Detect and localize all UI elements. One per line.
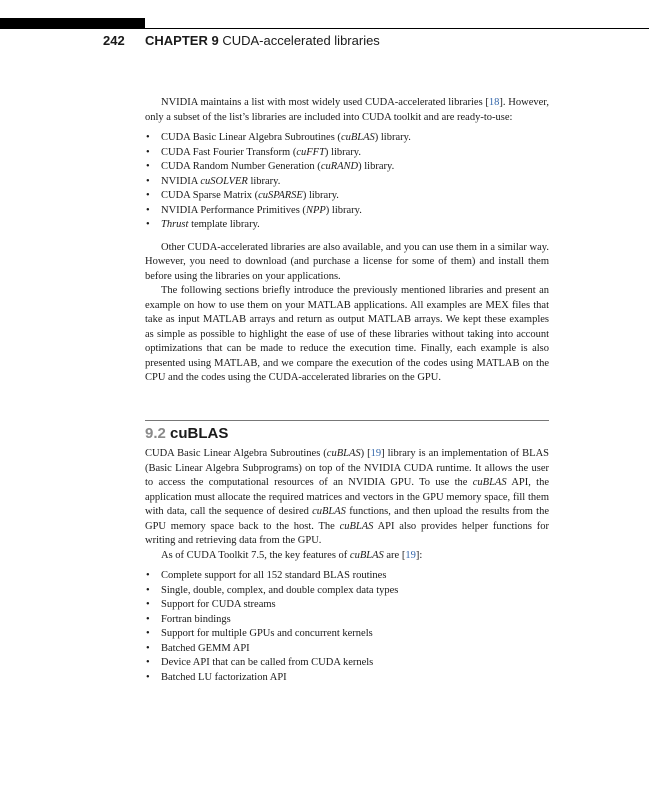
bullet-icon: • — [146, 175, 150, 187]
bullet-icon: • — [146, 219, 150, 230]
text-run: CUDA Basic Linear Algebra Subroutines ( — [161, 132, 341, 143]
page-body — [145, 96, 549, 693]
italic-term: cuRAND — [320, 161, 359, 172]
library-item — [145, 131, 549, 146]
page-number: 242 — [103, 33, 125, 48]
text-run: NVIDIA Performance Primitives ( — [161, 204, 306, 216]
text-run: ]. However, only a subset of the list’s libraries are included into CUDA toolkit and are ready-to-use: — [145, 97, 549, 123]
chapter-label: CHAPTER 9 — [145, 33, 219, 48]
feature-item — [145, 569, 549, 584]
text-run: API also provides helper functions for writing and retrieving data from the GPU. — [145, 520, 549, 546]
section-divider — [145, 420, 549, 421]
italic-term: cuFFT — [296, 146, 325, 158]
library-item — [145, 146, 549, 161]
text-run: API, the application must allocate the required matrices and vectors in the GPU memory space, fill them with data, call the sequence of desired — [145, 477, 549, 517]
text-run: NVIDIA maintains a list with most widely used CUDA-accelerated libraries [ — [161, 97, 489, 108]
library-item — [145, 204, 549, 219]
feature-text: Batched GEMM API — [161, 642, 250, 654]
text-run: ] library is an implementation of BLAS (Basic Linear Algebra Subprograms) on top of the NVIDIA CUDA runtime. It allows the user to access the computational resources of an NVIDIA GPU. To use the — [145, 448, 549, 488]
feature-text: Device API that can be called from CUDA kernels — [161, 657, 374, 668]
intro-paragraph-1 — [145, 96, 549, 125]
bullet-icon: • — [146, 613, 150, 625]
italic-term: cuSPARSE — [258, 190, 303, 201]
running-head — [145, 33, 380, 48]
text-run: are [ — [383, 549, 406, 561]
library-item — [145, 175, 549, 190]
cublas-paragraph-2 — [145, 549, 549, 564]
text-run: Other CUDA-accelerated libraries are also available, and you can use them in a similar way. However, you need to download (and purchase a license for some of them) and install them before using the libraries on your applications. — [145, 241, 549, 282]
italic-term: cuBLAS — [326, 448, 361, 459]
italic-term: cuBLAS — [349, 549, 384, 561]
citation-link[interactable]: 18 — [488, 97, 500, 108]
text-run: CUDA Fast Fourier Transform ( — [161, 146, 297, 158]
bullet-icon: • — [146, 657, 150, 668]
bullet-icon: • — [146, 628, 150, 639]
header-bar — [0, 18, 145, 29]
chapter-title: CUDA-accelerated libraries — [222, 33, 380, 48]
text-run: ) library. — [324, 146, 361, 158]
text-run: ) library. — [302, 190, 339, 201]
text-run: ) [ — [360, 448, 371, 459]
intro-paragraph-2 — [145, 241, 549, 285]
bullet-icon: • — [146, 584, 150, 596]
bullet-icon: • — [146, 570, 150, 581]
text-run: functions, and then upload the results from the GPU memory space back to the host. The — [145, 506, 549, 532]
section-heading — [145, 424, 549, 442]
feature-item — [145, 642, 549, 657]
library-item — [145, 189, 549, 204]
italic-term: cuBLAS — [339, 520, 374, 532]
feature-text: Support for CUDA streams — [161, 599, 276, 610]
text-run: ) library. — [374, 132, 411, 143]
text-run: CUDA Random Number Generation ( — [161, 161, 321, 172]
bullet-icon: • — [146, 190, 150, 201]
header-rule — [145, 28, 649, 29]
feature-text: Support for multiple GPUs and concurrent kernels — [161, 628, 373, 639]
feature-item — [145, 584, 549, 599]
feature-list — [145, 569, 549, 685]
intro-paragraph-3 — [145, 284, 549, 386]
citation-link[interactable]: 19 — [370, 448, 382, 459]
library-list — [145, 131, 549, 233]
italic-term: NPP — [305, 204, 326, 216]
italic-term: cuBLAS — [312, 506, 346, 517]
text-run: ) library. — [325, 204, 362, 216]
bullet-icon: • — [146, 146, 150, 158]
library-item — [145, 218, 549, 233]
bullet-icon: • — [146, 642, 150, 654]
italic-term: Thrust — [161, 219, 189, 230]
italic-term: cuBLAS — [340, 132, 375, 143]
bullet-icon: • — [146, 204, 150, 216]
text-run: The following sections briefly introduce the previously mentioned libraries and present an example on how to use them on your MATLAB applications. All examples are MEX files that take as input MATLAB arrays and return as output MATLAB arrays. We kept these examples as simple as possible to highlight the ease of use of these libraries without taking into account optimizations that can be made to reduce the execution time. Finally, each example is also presented using MATLAB, and we compare the execution of the codes using MATLAB on the CPU and the codes using the CUDA-accelerated libraries on the GPU. — [145, 285, 549, 383]
bullet-icon: • — [146, 161, 150, 172]
text-run: ]: — [415, 549, 423, 561]
bullet-icon: • — [146, 671, 150, 683]
text-run: CUDA Basic Linear Algebra Subroutines ( — [145, 448, 327, 459]
feature-text: Single, double, complex, and double complex data types — [161, 584, 399, 596]
feature-item — [145, 671, 549, 686]
text-run: ) library. — [358, 161, 395, 172]
feature-item — [145, 613, 549, 628]
text-run: As of CUDA Toolkit 7.5, the key features of — [161, 549, 350, 561]
text-run: NVIDIA — [161, 175, 201, 187]
italic-term: cuSOLVER — [200, 175, 248, 187]
feature-item — [145, 598, 549, 613]
feature-text: Complete support for all 152 standard BLAS routines — [161, 570, 387, 581]
cublas-paragraph-1 — [145, 447, 549, 549]
text-run: library. — [247, 175, 281, 187]
italic-term: cuBLAS — [472, 477, 507, 488]
section-title: cuBLAS — [170, 424, 229, 442]
feature-item — [145, 627, 549, 642]
section-number: 9.2 — [145, 424, 166, 442]
feature-text: Fortran bindings — [161, 613, 231, 625]
text-run: CUDA Sparse Matrix ( — [161, 190, 259, 201]
text-run: template library. — [188, 219, 260, 230]
feature-item — [145, 656, 549, 671]
bullet-icon: • — [146, 132, 150, 143]
feature-text: Batched LU factorization API — [161, 671, 287, 683]
bullet-icon: • — [146, 599, 150, 610]
citation-link[interactable]: 19 — [405, 549, 416, 561]
library-item — [145, 160, 549, 175]
